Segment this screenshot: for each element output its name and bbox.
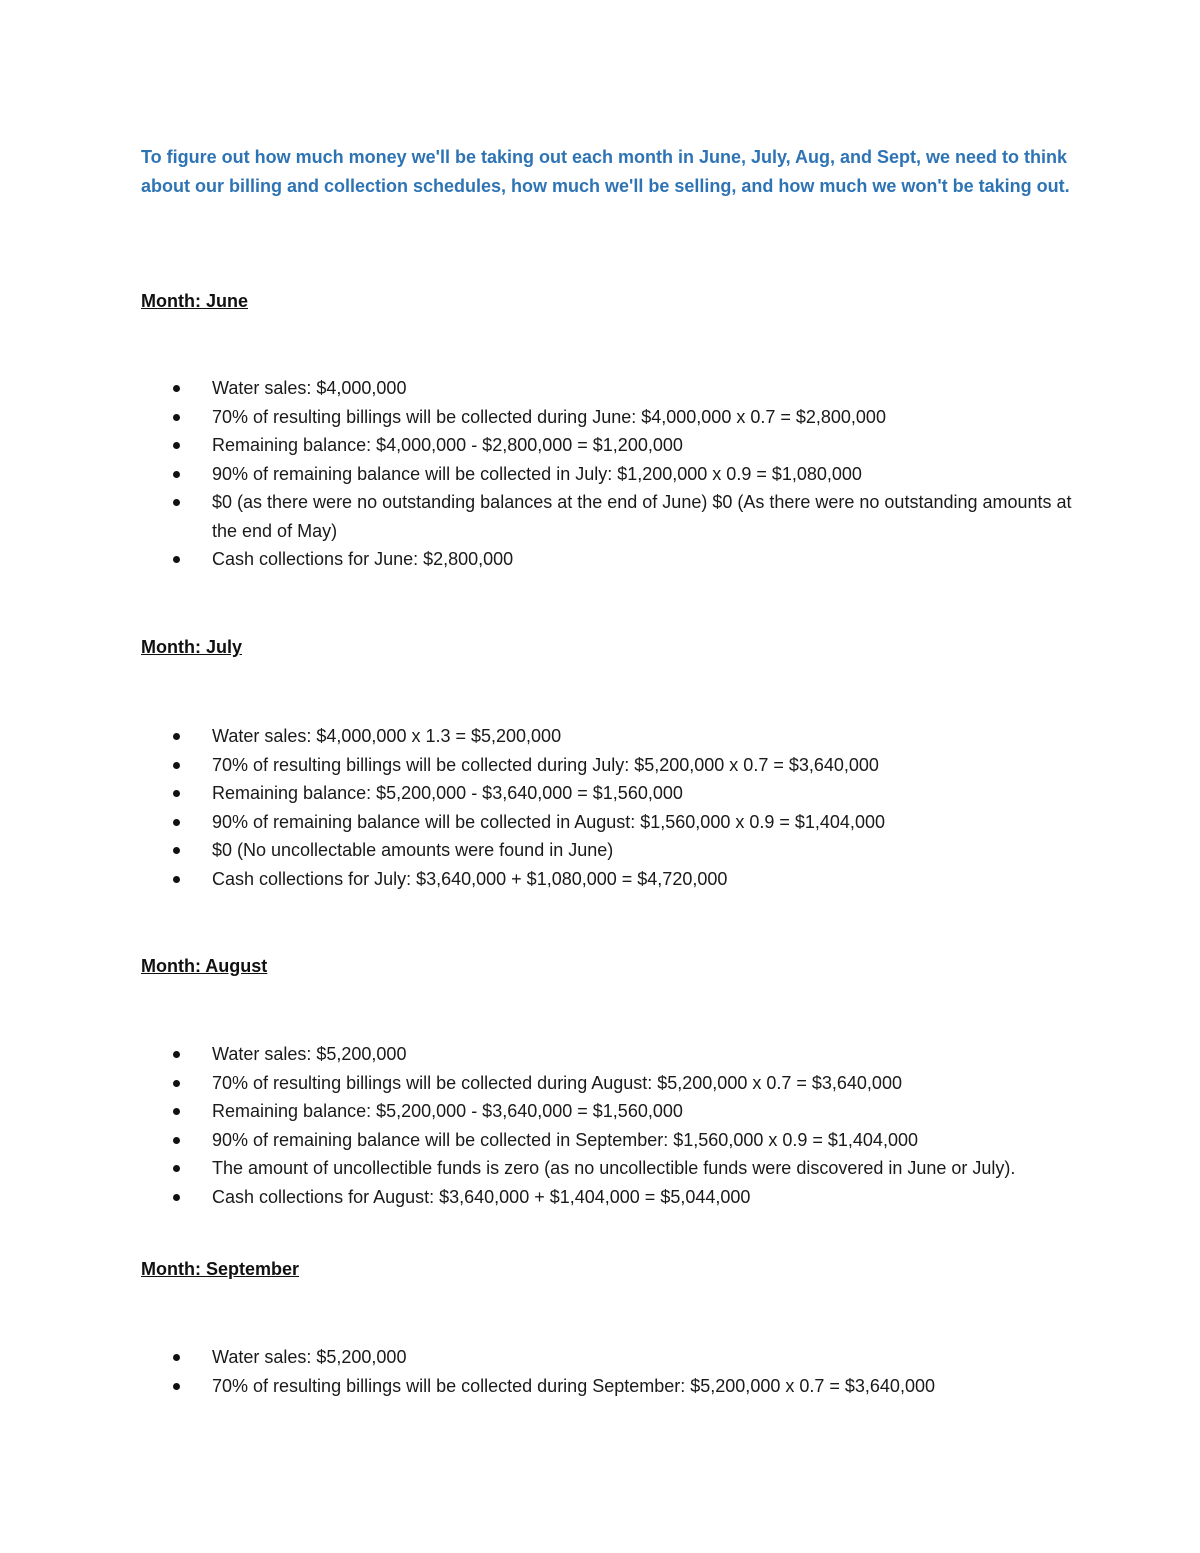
bullet-icon: [173, 1108, 180, 1115]
list-item: [173, 431, 1073, 460]
heading-august: Month: August: [141, 956, 268, 976]
bullet-icon: [173, 1383, 180, 1390]
heading-september: Month: September: [141, 1259, 300, 1279]
list-item: [173, 545, 1073, 574]
list-item-text: Water sales: $5,200,000: [212, 1347, 407, 1367]
list-item: [173, 1126, 1073, 1155]
list-item: [173, 1097, 1073, 1126]
bullet-icon: [173, 876, 180, 883]
list-september: [173, 1343, 1073, 1400]
list-item: [173, 1069, 1073, 1098]
bullet-icon: [173, 847, 180, 854]
intro-paragraph: To figure out how much money we'll be taking out each month in June, July, Aug, and Sept, we need to think about our billing and collection schedules, how much we'll be selling, and how much we won't be taking out.: [141, 147, 1070, 196]
list-item: [173, 374, 1073, 403]
bullet-icon: [173, 471, 180, 478]
list-item: [173, 488, 1073, 545]
list-item: [173, 808, 1073, 837]
list-item: [173, 403, 1073, 432]
list-item: [173, 460, 1073, 489]
list-item-text: 70% of resulting billings will be collected during July: $5,200,000 x 0.7 = $3,640,000: [212, 754, 879, 775]
bullet-icon: [173, 1165, 180, 1172]
list-item-text: Water sales: $4,000,000: [212, 378, 407, 398]
list-item-text: $0 (as there were no outstanding balances at the end of June) $0 (As there were no outstanding amounts at the end of May): [212, 492, 1072, 541]
bullet-icon: [173, 819, 180, 826]
list-item: [173, 1343, 1073, 1372]
list-item-text: Cash collections for July: $3,640,000 + $1,080,000 = $4,720,000: [212, 868, 728, 889]
bullet-icon: [173, 499, 180, 506]
list-item-text: The amount of uncollectible funds is zero (as no uncollectible funds were discovered in June or July).: [212, 1158, 1016, 1178]
list-item-text: $0 (No uncollectable amounts were found in June): [212, 840, 614, 860]
list-item: [173, 1154, 1073, 1183]
bullet-icon: [173, 733, 180, 740]
heading-july: Month: July: [141, 637, 242, 657]
list-item-text: Remaining balance: $5,200,000 - $3,640,000 = $1,560,000: [212, 783, 683, 803]
bullet-icon: [173, 790, 180, 797]
list-item: [173, 865, 1073, 894]
list-july: [173, 722, 1073, 893]
list-item: [173, 722, 1073, 751]
list-item-text: Water sales: $4,000,000 x 1.3 = $5,200,000: [212, 726, 562, 746]
list-august: [173, 1040, 1073, 1211]
list-item-text: Cash collections for June: $2,800,000: [212, 549, 514, 569]
list-item-text: Water sales: $5,200,000: [212, 1044, 407, 1064]
bullet-icon: [173, 414, 180, 421]
bullet-icon: [173, 1354, 180, 1361]
list-item: [173, 751, 1073, 780]
bullet-icon: [173, 1137, 180, 1144]
bullet-icon: [173, 385, 180, 392]
list-item-text: 90% of remaining balance will be collected in August: $1,560,000 x 0.9 = $1,404,000: [212, 811, 885, 832]
list-item: [173, 779, 1073, 808]
bullet-icon: [173, 762, 180, 769]
list-item-text: Cash collections for August: $3,640,000 + $1,404,000 = $5,044,000: [212, 1186, 751, 1207]
list-june: [173, 374, 1073, 574]
bullet-icon: [173, 556, 180, 563]
list-item: [173, 836, 1073, 865]
list-item: [173, 1040, 1073, 1069]
heading-june: Month: June: [141, 291, 248, 311]
bullet-icon: [173, 442, 180, 449]
bullet-icon: [173, 1080, 180, 1087]
list-item-text: 90% of remaining balance will be collected in September: $1,560,000 x 0.9 = $1,404,000: [212, 1129, 918, 1150]
list-item-text: Remaining balance: $4,000,000 - $2,800,000 = $1,200,000: [212, 435, 683, 455]
list-item: [173, 1183, 1073, 1212]
list-item-text: Remaining balance: $5,200,000 - $3,640,000 = $1,560,000: [212, 1101, 683, 1121]
list-item-text: 70% of resulting billings will be collected during August: $5,200,000 x 0.7 = $3,640,000: [212, 1072, 902, 1093]
list-item-text: 70% of resulting billings will be collected during June: $4,000,000 x 0.7 = $2,800,000: [212, 406, 886, 427]
bullet-icon: [173, 1194, 180, 1201]
bullet-icon: [173, 1051, 180, 1058]
list-item-text: 90% of remaining balance will be collected in July: $1,200,000 x 0.9 = $1,080,000: [212, 463, 862, 484]
list-item: [173, 1372, 1073, 1401]
list-item-text: 70% of resulting billings will be collected during September: $5,200,000 x 0.7 = $3,640,000: [212, 1375, 935, 1396]
